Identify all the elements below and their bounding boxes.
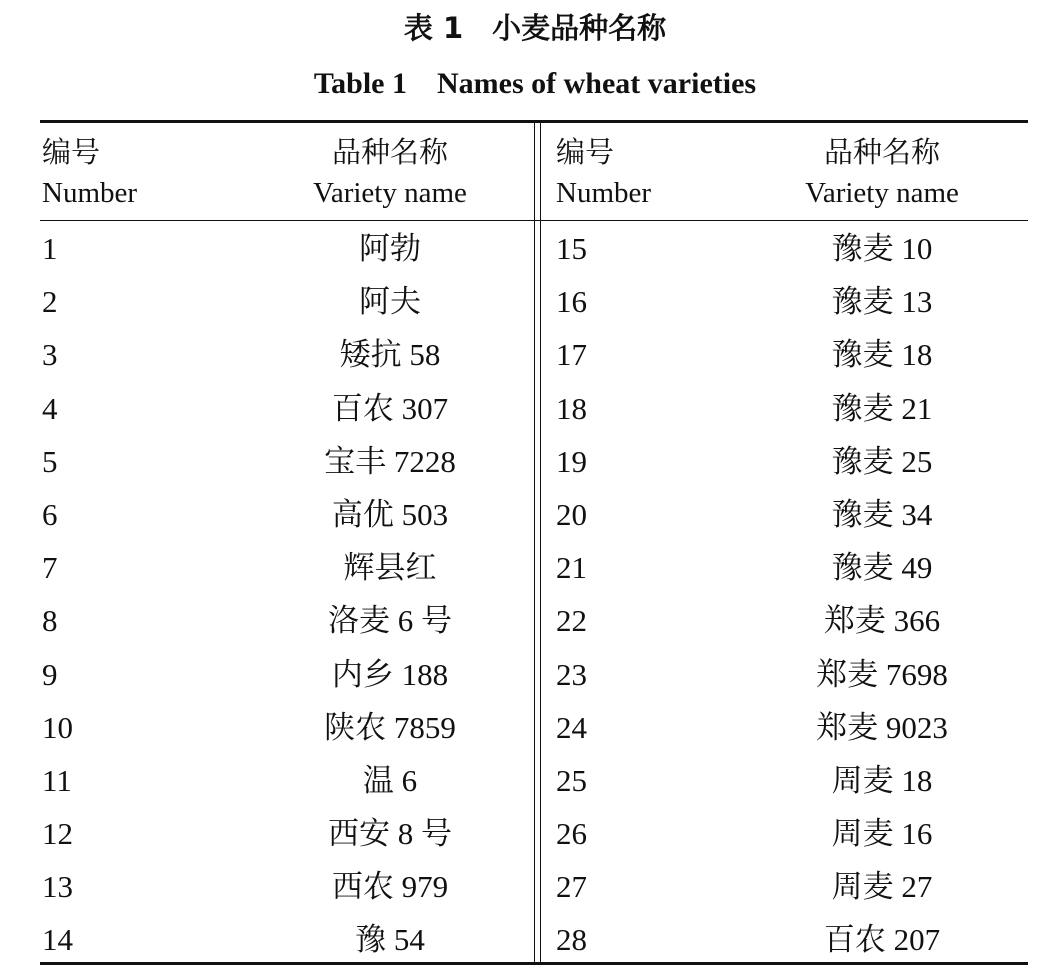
header-variety-cn: 品种名称	[331, 135, 448, 169]
number-cell: 28	[556, 922, 587, 958]
table-row	[0, 275, 1052, 328]
variety-cell: 豫麦 13	[831, 284, 933, 320]
number-cell: 22	[556, 603, 587, 639]
table-row	[0, 913, 1052, 966]
header-number-en: Number	[556, 177, 652, 209]
variety-cell: 郑麦 9023	[816, 709, 948, 745]
variety-cell: 阿夫	[359, 284, 421, 320]
table-row	[0, 222, 1052, 275]
variety-cell: 豫麦 18	[831, 337, 933, 373]
variety-cell: 郑麦 366	[823, 603, 941, 639]
variety-cell: 高优 503	[331, 496, 449, 532]
number-cell: 7	[42, 550, 58, 586]
number-cell: 2	[42, 284, 58, 320]
variety-cell: 豫 54	[355, 922, 425, 958]
number-cell: 4	[42, 390, 58, 426]
header-variety-cn: 品种名称	[823, 135, 940, 169]
number-cell: 19	[556, 443, 587, 479]
number-cell: 27	[556, 869, 587, 905]
table-row	[0, 382, 1052, 435]
number-cell: 21	[556, 550, 587, 586]
number-cell: 6	[42, 496, 58, 532]
table-row	[0, 807, 1052, 860]
number-cell: 13	[42, 869, 73, 905]
variety-cell: 阿勃	[359, 231, 421, 266]
table-row	[0, 594, 1052, 647]
variety-cell: 宝丰 7228	[324, 443, 456, 479]
header-number-right	[556, 130, 756, 216]
variety-cell: 洛麦 6 号	[328, 603, 452, 639]
variety-cell: 豫麦 25	[831, 443, 933, 479]
header-number-cn: 编号	[42, 135, 101, 169]
number-cell: 11	[42, 762, 72, 798]
variety-cell: 内乡 188	[331, 656, 449, 692]
variety-cell: 温 6	[362, 762, 418, 798]
table-row	[0, 701, 1052, 754]
number-cell: 20	[556, 496, 587, 532]
variety-cell: 辉县红	[343, 550, 437, 586]
header-variety-right	[732, 130, 1032, 216]
header-variety-en: Variety name	[805, 177, 959, 209]
variety-cell: 周麦 16	[831, 816, 933, 852]
table-row	[0, 488, 1052, 541]
table-body	[0, 222, 1052, 967]
number-cell: 18	[556, 390, 587, 426]
table-caption-cn: 表 1 小麦品种名称	[403, 11, 667, 45]
number-cell: 23	[556, 656, 587, 692]
variety-cell: 郑麦 7698	[816, 656, 948, 692]
number-cell: 12	[42, 816, 73, 852]
variety-cell: 豫麦 34	[831, 496, 933, 532]
number-cell: 25	[556, 762, 587, 798]
header-number-en: Number	[42, 177, 138, 209]
table-row	[0, 328, 1052, 381]
variety-cell: 豫麦 10	[831, 231, 933, 266]
variety-cell: 百农 307	[331, 390, 449, 426]
number-cell: 3	[42, 337, 58, 373]
variety-cell: 周麦 27	[831, 869, 933, 905]
variety-cell: 豫麦 49	[831, 550, 933, 586]
table-caption-en: Table 1 Names of wheat varieties	[313, 67, 757, 100]
number-cell: 17	[556, 337, 587, 373]
variety-cell: 西安 8 号	[328, 816, 452, 852]
number-cell: 8	[42, 603, 58, 639]
number-cell: 16	[556, 284, 587, 320]
table-row	[0, 860, 1052, 913]
variety-cell: 豫麦 21	[831, 390, 933, 426]
number-cell: 10	[42, 709, 73, 745]
table-row	[0, 648, 1052, 701]
number-cell: 15	[556, 231, 587, 266]
number-cell: 5	[42, 443, 58, 479]
header-variety-en: Variety name	[313, 177, 467, 209]
variety-cell: 周麦 18	[831, 762, 933, 798]
variety-cell: 矮抗 58	[339, 337, 441, 373]
number-cell: 1	[42, 231, 58, 266]
header-number-left	[42, 130, 242, 216]
number-cell: 9	[42, 656, 58, 692]
number-cell: 14	[42, 922, 73, 958]
table-row	[0, 541, 1052, 594]
variety-cell: 百农 207	[823, 922, 941, 958]
table-row	[0, 435, 1052, 488]
table-row	[0, 754, 1052, 807]
header-variety-left	[240, 130, 540, 216]
number-cell: 26	[556, 816, 587, 852]
variety-cell: 陕农 7859	[324, 709, 456, 745]
variety-cell: 西农 979	[331, 869, 449, 905]
header-number-cn: 编号	[556, 135, 615, 169]
number-cell: 24	[556, 709, 587, 745]
